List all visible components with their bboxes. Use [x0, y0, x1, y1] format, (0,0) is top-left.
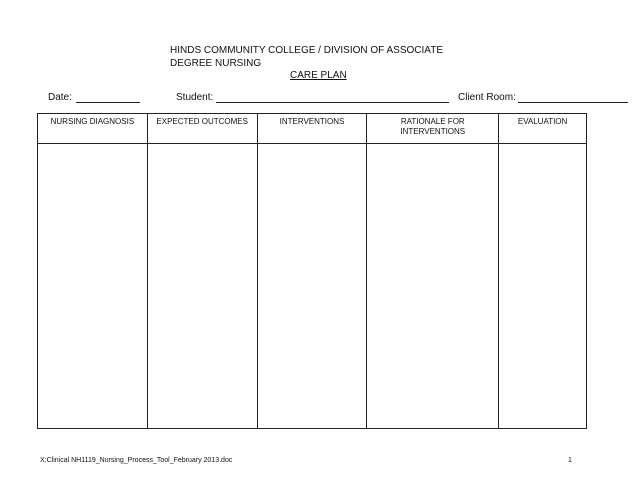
page-title: CARE PLAN — [290, 70, 347, 81]
table-row — [38, 144, 587, 429]
client-room-field-line[interactable] — [518, 92, 628, 103]
client-room-label: Client Room: — [458, 92, 516, 103]
page-number: 1 — [568, 457, 572, 464]
footer-file-path: X:Clinical NH1119_Nursing_Process_Tool_February 2013.doc — [40, 457, 233, 464]
col-interventions: INTERVENTIONS — [257, 114, 367, 144]
col-rationale: RATIONALE FOR INTERVENTIONS — [367, 114, 499, 144]
care-plan-table — [37, 113, 587, 429]
cell-expected-outcomes[interactable] — [147, 144, 257, 429]
table-header-row — [38, 114, 587, 144]
col-nursing-diagnosis: NURSING DIAGNOSIS — [38, 114, 148, 144]
cell-nursing-diagnosis[interactable] — [38, 144, 148, 429]
college-heading: HINDS COMMUNITY COLLEGE / DIVISION OF ASSOCIATE — [170, 45, 444, 56]
student-field-line[interactable] — [216, 92, 449, 103]
cell-interventions[interactable] — [257, 144, 367, 429]
date-label: Date: — [48, 92, 72, 103]
cell-rationale[interactable] — [367, 144, 499, 429]
col-expected-outcomes: EXPECTED OUTCOMES — [147, 114, 257, 144]
division-heading: DEGREE NURSING — [170, 58, 262, 69]
date-field-line[interactable] — [76, 92, 140, 103]
cell-evaluation[interactable] — [499, 144, 587, 429]
student-label: Student: — [176, 92, 214, 103]
col-evaluation: EVALUATION — [499, 114, 587, 144]
